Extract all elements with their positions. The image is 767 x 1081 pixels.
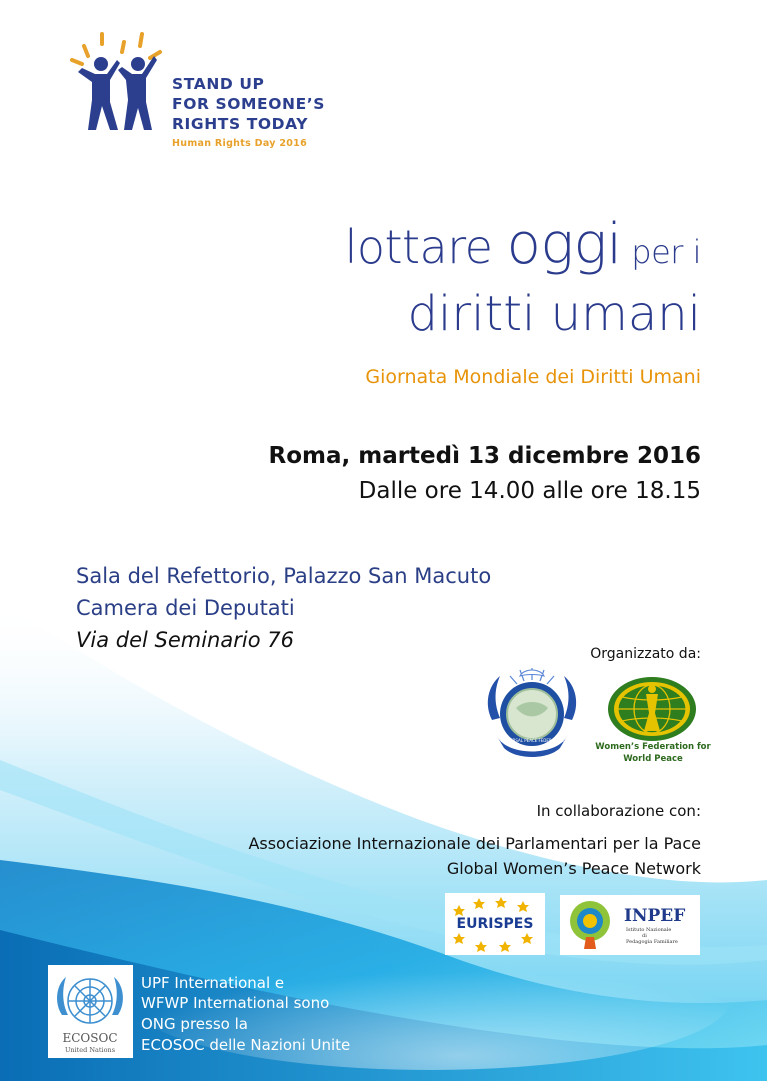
title-word-oggi: oggi (506, 212, 622, 277)
partner-women-network: Global Women’s Peace Network (446, 859, 701, 878)
event-subtitle: Giornata Mondiale dei Diritti Umani (365, 366, 701, 388)
title-word-per-i: per i (621, 233, 701, 271)
logo-subtitle: Human Rights Day 2016 (172, 138, 307, 149)
ngo-line2: WFWP International sono (141, 994, 330, 1012)
organized-by-label: Organizzato da: (590, 646, 701, 662)
inpef-wordmark: INPEF (624, 906, 686, 926)
page-title-line2: diritti umani (407, 286, 701, 342)
title-word-lottare: lottare (344, 220, 507, 274)
inpef-logo (560, 895, 700, 955)
event-time: Dalle ore 14.00 alle ore 18.15 (358, 478, 701, 504)
eurispes-logo (445, 893, 545, 955)
venue-hall: Sala del Refettorio, Palazzo San Macuto (76, 564, 492, 588)
page-title-line1 (345, 212, 701, 277)
event-date: Roma, martedì 13 dicembre 2016 (268, 443, 701, 469)
wfwp-caption: Women’s Federation for World Peace (595, 742, 711, 764)
inpef-sub1: Istituto Nazionale (626, 927, 672, 933)
partner-parliamentarians: Associazione Internazionale dei Parlamentari per la Pace (248, 834, 701, 853)
campaign-logo-text (172, 74, 325, 134)
upf-ring-text: UNIVERSAL PEACE FEDERATION (500, 738, 564, 743)
collaboration-label: In collaborazione con: (536, 802, 701, 820)
logo-line3: RIGHTS TODAY (172, 115, 309, 133)
wfwp-emblem-icon (606, 675, 698, 743)
ngo-line1: UPF International e (141, 974, 285, 992)
venue-institution: Camera dei Deputati (76, 596, 295, 620)
ngo-line3: ONG presso la (141, 1015, 248, 1033)
ngo-line4: ECOSOC delle Nazioni Unite (141, 1036, 351, 1054)
eurispes-wordmark: EURISPES (456, 916, 534, 932)
logo-line1: STAND UP (172, 75, 265, 93)
inpef-sub3: Pedagogia Familiare (626, 939, 678, 945)
logo-line2: FOR SOMEONE’S (172, 95, 326, 113)
ecosoc-sub: United Nations (64, 1046, 116, 1054)
ecosoc-wordmark: ECOSOC (62, 1031, 118, 1045)
upf-emblem-icon (480, 660, 584, 768)
ecosoc-logo (48, 965, 133, 1058)
inpef-sub2: di (642, 933, 647, 939)
venue-address: Via del Seminario 76 (76, 628, 294, 652)
human-rights-figures-icon (62, 30, 172, 140)
